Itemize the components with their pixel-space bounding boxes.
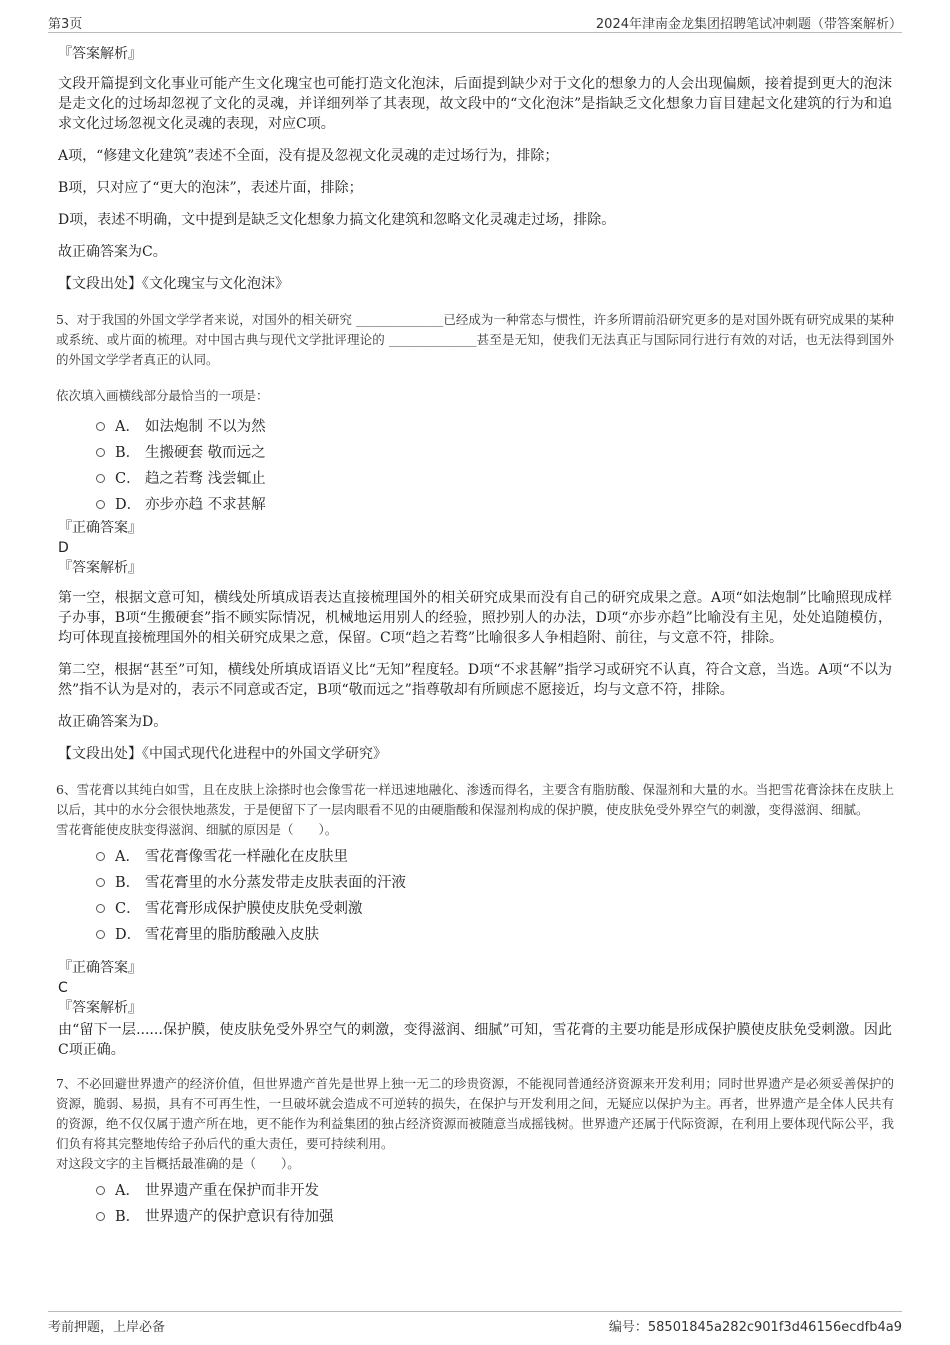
option-c[interactable] [96,466,894,492]
document-title: 2024年津南金龙集团招聘笔试冲刺题（带答案解析） [595,17,902,32]
option-letter: D． [115,497,142,513]
question-stem: 6、雪花膏以其纯白如雪，且在皮肤上涂搽时也会像雪花一样迅速地融化、渗透而得名，主要含有脂肪酸、保湿剂和大量的水。当把雪花膏涂抹在皮肤上以后，其中的水分会很快地蒸发，于是便留下了一层肉眼看不见的由硬脂酸和保湿剂构成的保护膜，使皮肤免受外界空气的刺激，变得滋润、细腻。 [56,782,894,817]
option-letter: D． [115,927,142,943]
correct-answer: D [58,540,69,556]
option-text: 亦步亦趋 不求甚解 [145,497,266,513]
option-b[interactable] [96,870,894,896]
option-c[interactable] [96,896,894,922]
passage-source: 【文段出处】《中国式现代化进程中的外国文学研究》 [58,746,387,762]
radio-icon[interactable] [96,1186,105,1195]
option-letter: B． [115,1209,141,1225]
analysis-paragraph: 第二空，根据“甚至”可知，横线处所填成语语义比“无知”程度轻。D项“不求甚解”指学习或研究不认真，符合文意，当选。A项“不以为然”指不认为是对的，表示不同意或否定，B项“敬而远之”指尊敬却有所顾虑不愿接近，均与文意不符，排除。 [58,662,892,698]
option-b[interactable] [96,440,894,466]
option-letter: A． [115,1183,140,1199]
analysis-label: 『答案解析』 [58,1000,142,1016]
radio-icon[interactable] [96,422,105,431]
option-text: 如法炮制 不以为然 [145,419,266,435]
analysis-paragraph: D项，表述不明确，文中提到是缺乏文化想象力搞文化建筑和忽略文化灵魂走过场，排除。 [58,212,616,228]
option-text: 雪花膏形成保护膜使皮肤免受刺激 [145,901,363,917]
option-text: 趋之若骛 浅尝辄止 [145,471,266,487]
radio-icon[interactable] [96,852,105,861]
correct-answer: C [58,980,68,996]
option-list [96,1178,894,1230]
option-letter: A． [115,419,140,435]
option-list [96,844,894,948]
option-a[interactable] [96,1178,894,1204]
radio-icon[interactable] [96,930,105,939]
radio-icon[interactable] [96,1212,105,1221]
option-text: 世界遗产重在保护而非开发 [145,1183,319,1199]
radio-icon[interactable] [96,878,105,887]
analysis-paragraph: A项，“修建文化建筑”表述不全面，没有提及忽视文化灵魂的走过场行为，排除； [58,148,559,164]
option-d[interactable] [96,492,894,518]
option-a[interactable] [96,844,894,870]
analysis-conclusion: 故正确答案为C。 [58,244,167,260]
page-number: 第3页 [48,17,83,32]
option-b[interactable] [96,1204,894,1230]
option-letter: A． [115,849,140,865]
correct-answer-label: 『正确答案』 [58,520,142,536]
question-prompt: 雪花膏能使皮肤变得滋润、细腻的原因是（ ）。 [56,822,338,837]
option-text: 雪花膏里的水分蒸发带走皮肤表面的汗液 [145,875,406,891]
analysis-label: 『答案解析』 [58,46,142,62]
radio-icon[interactable] [96,474,105,483]
question-stem: 7、不必回避世界遗产的经济价值，但世界遗产首先是世界上独一无二的珍贵资源，不能视同普通经济资源来开发利用；同时世界遗产是必须妥善保护的资源，脆弱、易损，具有不可再生性，一旦破坏就会造成不可逆转的损失，在保护与开发利用之间，无疑应以保护为主。再者，世界遗产是全体人民共有的资源，绝不仅仅属于遗产所在地，更不能作为利益集团的独占经济资源而被随意当成摇钱树。世界遗产还属于代际资源，在利用上要体现代际公平，我们负有将其完整地传给子孙后代的重大责任，要可持续利用。 [56,1076,894,1151]
option-letter: B． [115,445,141,461]
analysis-paragraph: 第一空，根据文意可知，横线处所填成语表达直接梳理国外的相关研究成果而没有自己的研究成果之意。A项“如法炮制”比喻照现成样子办事，B项“生搬硬套”指不顾实际情况，机械地运用别人的经验，照抄别人的办法，D项“亦步亦趋”比喻没有主见，处处追随模仿，均可体现直接梳理国外的相关研究成果之意，保留。C项“趋之若骛”比喻很多人争相趋附、前往，与文意不符，排除。 [58,590,892,646]
question-prompt: 对这段文字的主旨概括最准确的是（ ）。 [56,1156,300,1171]
passage-source: 【文段出处】《文化瑰宝与文化泡沫》 [58,276,289,292]
radio-icon[interactable] [96,500,105,509]
analysis-paragraph: B项，只对应了“更大的泡沫”，表述片面，排除； [58,180,363,196]
option-text: 雪花膏里的脂肪酸融入皮肤 [145,927,319,943]
analysis-label: 『答案解析』 [58,560,142,576]
option-letter: C． [115,471,141,487]
option-letter: B． [115,875,141,891]
option-letter: C． [115,901,141,917]
option-a[interactable] [96,414,894,440]
option-text: 雪花膏像雪花一样融化在皮肤里 [145,849,348,865]
footer-slogan: 考前押题，上岸必备 [48,1320,166,1335]
analysis-paragraph: 文段开篇提到文化事业可能产生文化瑰宝也可能打造文化泡沫，后面提到缺少对于文化的想象力的人会出现偏颇，接着提到更大的泡沫是走文化的过场却忽视了文化的灵魂，并详细列举了其表现，故文段中的“文化泡沫”是指缺乏文化想象力盲目建起文化建筑的行为和追求文化过场忽视文化灵魂的表现，对应C项。 [58,76,892,132]
document-id: 编号：58501845a282c901f3d46156ecdfb4a9 [608,1320,902,1335]
option-list [96,414,894,518]
option-text: 世界遗产的保护意识有待加强 [145,1209,334,1225]
question-stem: 5、对于我国的外国文学学者来说，对国外的相关研究 ______________已经成为一种常态与惯性，许多所谓前沿研究更多的是对国外既有研究成果的某种或系统、或片面的梳理。对中国古典与现代文学批评理论的 ______________甚至是无知，使我们无法真正与国际同行进行有效的对话，也无法得到国外的外国文学学者真正的认同。 [56,312,894,367]
radio-icon[interactable] [96,904,105,913]
correct-answer-label: 『正确答案』 [58,960,142,976]
question-prompt: 依次填入画横线部分最恰当的一项是： [56,388,269,403]
page-content [56,44,894,1230]
radio-icon[interactable] [96,448,105,457]
page-header [48,10,902,33]
option-d[interactable] [96,922,894,948]
analysis-paragraph: 由“留下一层......保护膜，使皮肤免受外界空气的刺激，变得滋润、细腻”可知，雪花膏的主要功能是形成保护膜使皮肤免受刺激。因此C项正确。 [58,1022,892,1058]
analysis-conclusion: 故正确答案为D。 [58,714,168,730]
option-text: 生搬硬套 敬而远之 [145,445,266,461]
page-footer [48,1311,902,1336]
